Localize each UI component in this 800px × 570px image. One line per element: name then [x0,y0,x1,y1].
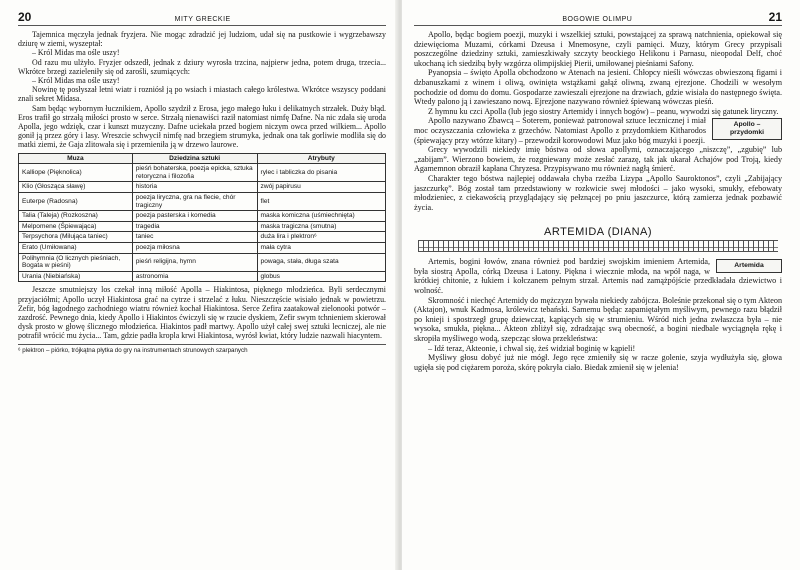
paragraph: Grecy wywodzili niekiedy imię bóstwa od słowa apollymi, oznaczającego „niszczę”, „zgubię” lub „zabijam”. Wierzono bowiem, że rozgniewany może zesłać zarazę, tak jak ukarał Achajów pod Troją, kiedy Agamemnon obraził kapłana Chryzesa. Przypisywano mu również nagłą śmierć. [414,145,782,174]
paragraph: – Król Midas ma ośle uszy! [32,48,120,58]
table-cell: astronomia [132,271,257,282]
left-text-top [18,30,386,150]
table-cell: poezja liryczna, gra na flecie, chór tragiczny [132,193,257,211]
table-cell: Kalliope (Pięknolica) [19,164,133,182]
paragraph: Jeszcze smutniejszy los czekał inną miłość Apolla – Hiakintosa, pięknego młodzieńca. Byli serdecznymi przyjaciółmi; Apollo uczył Hiakintosa grać na cytrze i strzelać z łuku. Nieszczęście wisiało jednak w powietrzu. Zefir, bóg łagodnego zachodniego wiatru również kochał Hiakintosa. Serce Zefira zaatakował zielonooki potwór – zazdrość. Pewnego dnia, kiedy Apollo i Hiakintos ćwiczyli się w rzucie dyskiem, Zefir swym tchnieniem skierował dysk prosto w głowę ślicznego młodzieńca. Hiakintos padł martwy. Apollo użył całej swej sztuki lecniczej, ale nie potrafił wrócić mu życia... Tam, gdzie padła kropla krwi Hiakintosa, wyrósł kwiat, który ludzie nazwali hiacyntem. [18,285,386,341]
table-cell: tragedia [132,221,257,232]
paragraph: Pyanopsia – święto Apolla obchodzono w Atenach na jesieni. Chłopcy nieśli wówczas obwieszoną figami i dzbanuszkami z winem i oliwą, owinięta wstążkami gałąź oliwną, zwaną ejrezjone. Chodzili w wesołym pochodzie od domu do domu. Gospodarze zawieszali ejrezjone na drzwiach, gdzie wisiała do następnego święta. Wtedy palono ją i zawieszano nową. Ejrezjone nazywano również śpiewaną wówczas pieśń. [414,68,782,107]
table-cell: maska komiczna (uśmiechnięta) [257,211,385,222]
right-text-top [414,30,782,116]
sidebar-note-artemida: Artemida [716,259,782,273]
table-header-cell: Atrybuty [257,153,385,164]
greek-key-border [418,240,778,252]
table-row [19,221,386,232]
table-cell: flet [257,193,385,211]
left-page-number: 20 [18,10,32,24]
table-cell: Urania (Niebiańska) [19,271,133,282]
table-cell: powaga, stała, długa szata [257,253,385,271]
table-row [19,232,386,243]
table-header-row [19,153,386,164]
table-header-cell: Dziedzina sztuki [132,153,257,164]
right-page-header [414,10,782,26]
paragraph: Sam będąc wybornym łucznikiem, Apollo szydził z Erosa, jego małego łuku i delikatnych strzałek. Duży błąd. Eros trafił go strzałą miłości prosto w serce. Strzałą nienawiści raził natomiast nimfę Dafne. Na nic zdała się uroda Apolla, jego wdzięk, czar i kunszt muzyczny. Dafne uciekała przed bogiem niczym owca przed wilkiem... Apollo gonił ją przez góry i lasy. Wreszcie schwycił nimfę nad brzegiem strumyka, jednak ona tak gorliwie modliła się do matki ziemi, że Gaja zlitowała się i przemieniła ją w drzewo laurowe. [18,103,386,150]
sidebar-note-apollo: Apollo – przydomki [712,118,782,140]
table-cell: mała cytra [257,242,385,253]
table-cell: historia [132,182,257,193]
table-cell: Melpomene (Śpiewająca) [19,221,133,232]
table-cell: taniec [132,232,257,243]
table-cell: Polihymnia (O licznych pieśniach, Bogata w pieśni) [19,253,133,271]
table-cell: Talia (Taleja) (Rozkoszna) [19,211,133,222]
footnote: ⁶ plektron – piórko, trójkątna płytka do gry na instrumentach strunowych szarpanych [18,344,386,354]
right-page-number: 21 [768,10,782,24]
paragraph: Nowinę tę posłyszał letni wiatr i rozniósł ją po wsiach i miastach całego królestwa. Wkrótce wszyscy poddani znali sekret Midasa. [18,85,386,104]
table-cell: poezja miłosna [132,242,257,253]
left-text-bottom [18,285,386,340]
paragraph: Apollo, będąc bogiem poezji, muzyki i wszelkiej sztuki, powstającej za sprawą natchnienia, opiekował się dziewięcioma Muzami, córkami Dzeusa i Mnemosyne, czyli pamięci. Muzy, którym Grecy przypisali poszczególne dziedziny sztuki, zamieszkiwały szczyty beockiego Helikonu i Parnasu, nieopodal Delf, choć ukochaną ich siedzibą były wzgórza olimpijskiej Pierii, umiłowanej pieśniami Safony. [414,30,782,68]
table-row [19,271,386,282]
paragraph: – Idź teraz, Akteonie, i chwal się, żeś widział boginię w kąpieli! [428,343,636,353]
table-row [19,242,386,253]
left-running-title: MITY GRECKIE [174,16,231,23]
left-page [0,0,398,570]
table-cell: maska tragiczna (smutna) [257,221,385,232]
paragraph: Myśliwy głosu dobyć już nie mógł. Jego ręce zmieniły się w racze golenie, szyja wydłużyła się, głowa ugięła się pod ciężarem poroża, skórę pokryła ciało. Biedak zmienił się w jelenia! [414,353,782,372]
table-cell: pieśń religijna, hymn [132,253,257,271]
right-text-mid [414,116,782,212]
muses-table [18,153,386,283]
table-header-cell: Muza [19,153,133,164]
right-page [402,0,800,570]
table-row [19,211,386,222]
paragraph: Z hymnu ku czci Apolla (lub jego siostry Artemidy i innych bogów) – peanu, wywodzi się gatunek liryczny. [428,106,779,116]
paragraph: Tajemnica męczyła jednak fryzjera. Nie mogąc zdradzić jej ludziom, udał się na pustkowie i wygrzebawszy dziurę w ziemi, wyszeptał: [18,30,386,49]
paragraph: Od razu mu ulżyło. Fryzjer odszedł, jednak z dziury wyrosła trzcina, najpierw jedna, potem druga, trzecia... Wkrótce brzegi zazieleniły się od zarośli, szumiących: [18,57,386,76]
paragraph: Artemis, bogini łowów, znana również pod bardziej swojskim imieniem Artemida, była siostrą Apolla, córką Dzeusa i Latony. Piękna i wiecznie młoda, na wpół naga, w krótkiej chitonie, z łukiem i kołczanem pełnym strzał. Artemis nad zamążpójście przedkładała dziewictwo i wolność. [414,257,782,296]
table-cell: Terpsychora (Milująca taniec) [19,232,133,243]
table-cell: rylec i tabliczka do pisania [257,164,385,182]
table-row [19,253,386,271]
table-row [19,164,386,182]
table-cell: Erato (Umiłowana) [19,242,133,253]
table-row [19,182,386,193]
section-title: ARTEMIDA (DIANA) [543,226,653,239]
table-cell: pieśń bohaterska, poezja epicka, sztuka retoryczna i filozofia [132,164,257,182]
right-running-title: BOGOWIE OLIMPU [562,16,633,23]
table-cell: Euterpe (Radosna) [19,193,133,211]
paragraph: – Król Midas ma ośle uszy! [32,76,120,86]
paragraph: Charakter tego bóstwa najlepiej oddawała chyba rzeźba Lizypa „Apollo Sauroktonos”, czyli „Zabijający jaszczurkę”. Bóg został tam przedstawiony w rozkwicie swej młodości – jako wysoki, smukły, efebowaty młodzieniec, z ciekawością przyglądający się pełznącej po pniu jaszczurce, którą zamierza jednak pozbawić życia. [414,173,782,212]
table-cell: globus [257,271,385,282]
paragraph: Skromność i niechęć Artemidy do mężczyzn bywała niekiedy zabójcza. Boleśnie przekonał się o tym Akteon (Aktajon), wnuk Kadmosa, królewicz tebański. Samemu będąc zapamiętałym myśliwym, pewnego razu błądził po knieji i spostrzegł grupę dziewcząt, kąpiących się w strumieniu. Wśród nich jedna zwłaszcza była – nie wysoka, smukła, piękna... Akteon zbliżył się, zdradzając swą obecność, a bogini niedbale wyciągnęła rękę i skropiła myśliwego wodą, szepcząc słowa przekleństwa: [414,295,782,344]
left-page-header [18,10,386,26]
table-cell: duża lira i plektron⁶ [257,232,385,243]
table-row [19,193,386,211]
right-text-bottom [414,257,782,372]
table-cell: Klio (Głosząca sławę) [19,182,133,193]
table-cell: zwój papirusu [257,182,385,193]
table-cell: poezja pasterska i komedia [132,211,257,222]
paragraph: Apollo nazywano Zbawcą – Soterem, ponieważ patronował sztuce lecznicznej i miał moc oczyszczania człowieka z grzechów. Natomiast Apollo z przydomkiem Kitharodos (śpiewający przy wtórze kitary) – przewodził korowodowi Muz jako bóg muzyki i poezji. [414,116,706,145]
